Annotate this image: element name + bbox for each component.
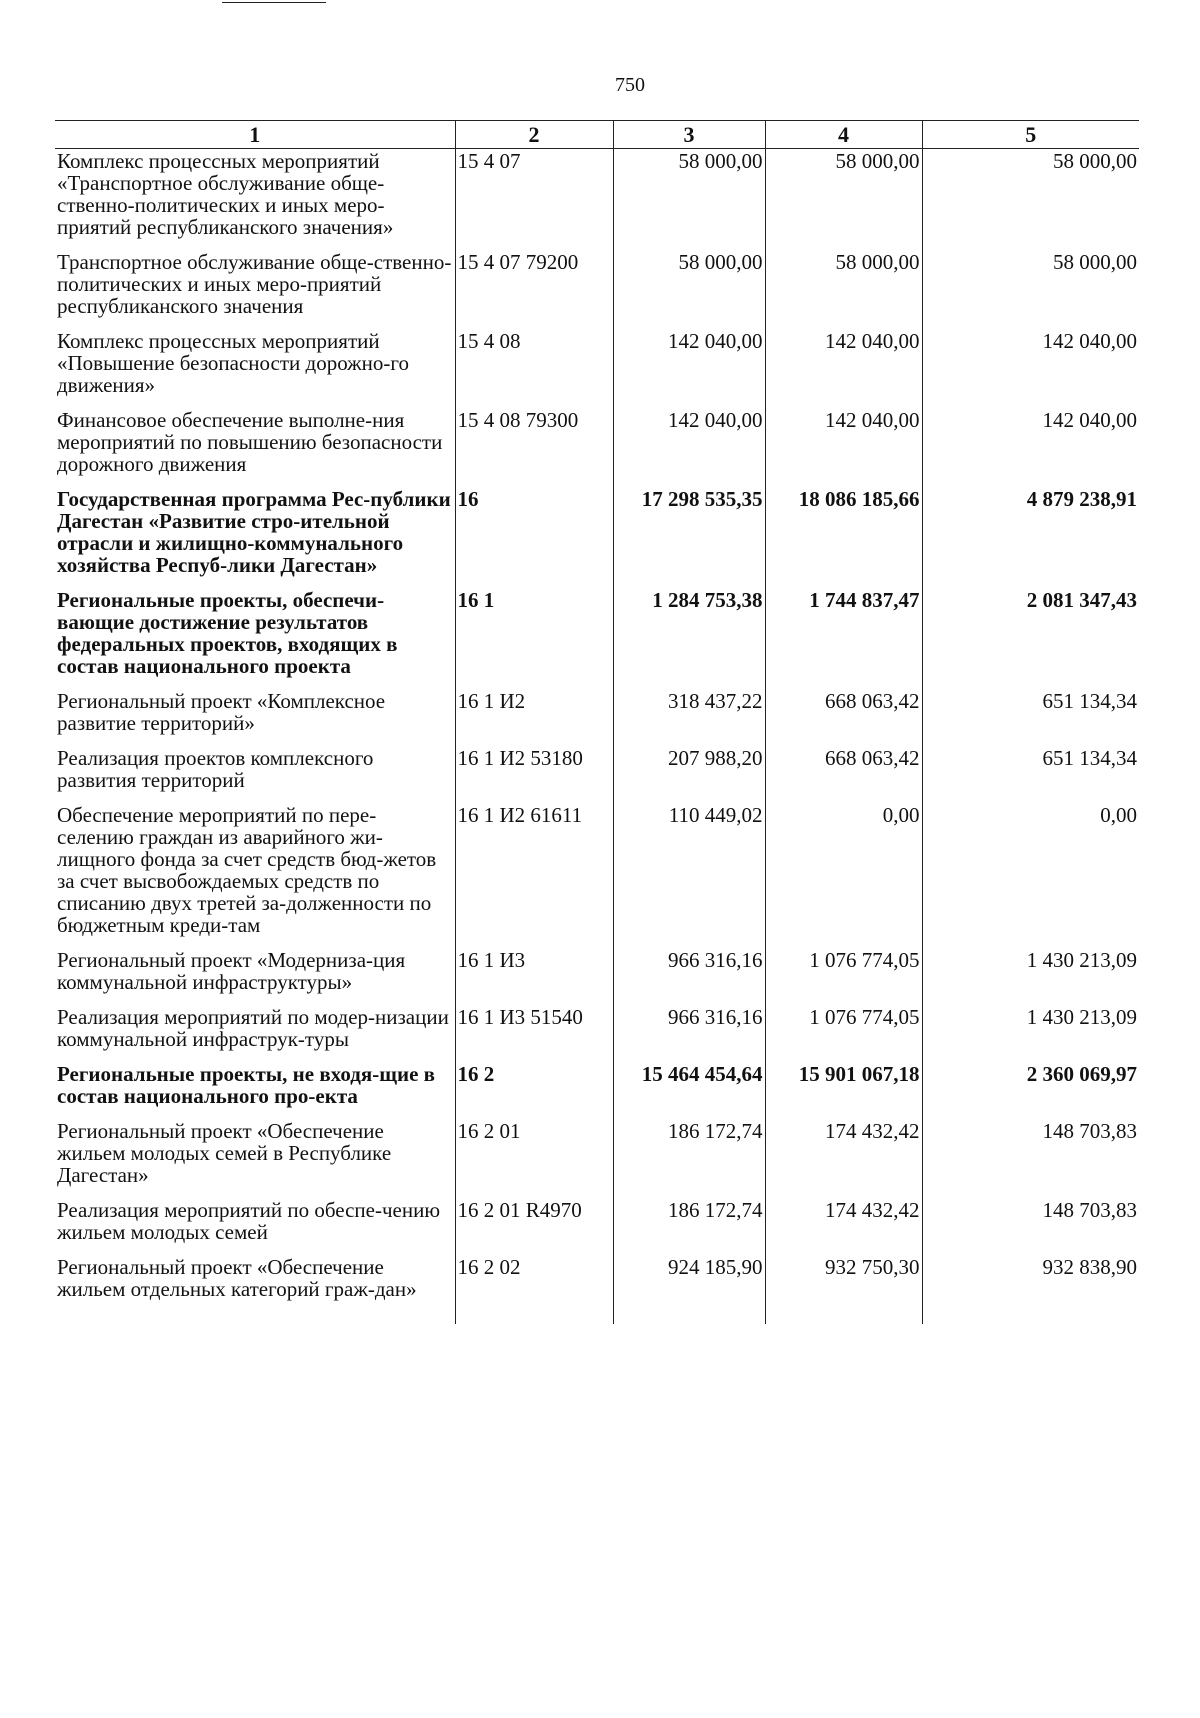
table-row bbox=[55, 149, 1139, 251]
table-row-section bbox=[55, 588, 1139, 689]
row-name: Комплекс процессных мероприятий «Повышение безопасности дорожно-го движения» bbox=[57, 329, 410, 397]
table-row bbox=[55, 948, 1139, 1005]
row-value-5: 142 040,00 bbox=[922, 329, 1139, 408]
row-value-4: 18 086 185,66 bbox=[765, 487, 922, 588]
row-code: 16 1 И2 53180 bbox=[455, 746, 613, 803]
row-value-4: 142 040,00 bbox=[765, 329, 922, 408]
row-value-5: 58 000,00 bbox=[922, 149, 1139, 251]
row-value-4: 932 750,30 bbox=[765, 1255, 922, 1324]
row-value-5: 651 134,34 bbox=[922, 746, 1139, 803]
top-rule bbox=[222, 2, 326, 3]
table-row bbox=[55, 1005, 1139, 1062]
row-value-3: 142 040,00 bbox=[613, 329, 765, 408]
row-value-3: 15 464 454,64 bbox=[613, 1062, 765, 1119]
row-value-4: 1 076 774,05 bbox=[765, 1005, 922, 1062]
row-value-5: 142 040,00 bbox=[922, 408, 1139, 487]
row-value-4: 15 901 067,18 bbox=[765, 1062, 922, 1119]
column-header-2: 2 bbox=[455, 121, 613, 149]
row-code: 16 1 И2 bbox=[455, 689, 613, 746]
row-name: Реализация мероприятий по модер-низации коммунальной инфраструк-туры bbox=[57, 1005, 449, 1051]
row-name: Реализация проектов комплексного развития территорий bbox=[57, 746, 374, 792]
row-value-5: 1 430 213,09 bbox=[922, 948, 1139, 1005]
row-value-3: 58 000,00 bbox=[613, 149, 765, 251]
row-name: Региональный проект «Комплексное развитие территорий» bbox=[57, 689, 386, 735]
table-row bbox=[55, 1198, 1139, 1255]
row-code: 16 2 01 bbox=[455, 1119, 613, 1198]
row-value-4: 58 000,00 bbox=[765, 250, 922, 329]
row-value-3: 17 298 535,35 bbox=[613, 487, 765, 588]
table-row bbox=[55, 1119, 1139, 1198]
row-name: Региональные проекты, не входя-щие в состав национального про-екта bbox=[57, 1062, 435, 1108]
row-value-4: 668 063,42 bbox=[765, 746, 922, 803]
table-row bbox=[55, 803, 1139, 948]
row-value-5: 4 879 238,91 bbox=[922, 487, 1139, 588]
row-value-5: 1 430 213,09 bbox=[922, 1005, 1139, 1062]
row-value-3: 207 988,20 bbox=[613, 746, 765, 803]
row-name: Обеспечение мероприятий по пере-селению граждан из аварийного жи-лищного фонда за счет средств бюд-жетов за счет высвобождаемых средств по списанию двух третей за-долженности по бюджетным креди-там bbox=[57, 803, 437, 937]
column-header-3: 3 bbox=[613, 121, 765, 149]
row-value-3: 142 040,00 bbox=[613, 408, 765, 487]
row-name: Региональный проект «Обеспечение жильем отдельных категорий граж-дан» bbox=[57, 1255, 417, 1301]
row-value-5: 148 703,83 bbox=[922, 1119, 1139, 1198]
row-code: 16 2 02 bbox=[455, 1255, 613, 1324]
table-row bbox=[55, 329, 1139, 408]
row-code: 15 4 07 bbox=[455, 149, 613, 251]
row-name: Транспортное обслуживание обще-ственно-политических и иных меро-приятий республиканского значения bbox=[57, 250, 452, 318]
row-value-5: 148 703,83 bbox=[922, 1198, 1139, 1255]
row-value-4: 1 076 774,05 bbox=[765, 948, 922, 1005]
row-value-3: 924 185,90 bbox=[613, 1255, 765, 1324]
row-value-3: 966 316,16 bbox=[613, 948, 765, 1005]
row-value-3: 110 449,02 bbox=[613, 803, 765, 948]
table-row bbox=[55, 408, 1139, 487]
page-number: 750 bbox=[615, 74, 645, 96]
table-row bbox=[55, 250, 1139, 329]
row-name: Финансовое обеспечение выполне-ния мероприятий по повышению безопасности дорожного движения bbox=[57, 408, 443, 476]
row-name: Государственная программа Рес-публики Дагестан «Развитие стро-ительной отрасли и жилищно-коммунального хозяйства Респуб-лики Дагестан» bbox=[57, 487, 451, 577]
row-value-3: 186 172,74 bbox=[613, 1119, 765, 1198]
row-value-5: 0,00 bbox=[922, 803, 1139, 948]
row-code: 15 4 08 79300 bbox=[455, 408, 613, 487]
row-value-3: 318 437,22 bbox=[613, 689, 765, 746]
row-value-4: 174 432,42 bbox=[765, 1198, 922, 1255]
row-value-5: 58 000,00 bbox=[922, 250, 1139, 329]
row-code: 16 1 И3 51540 bbox=[455, 1005, 613, 1062]
row-value-4: 174 432,42 bbox=[765, 1119, 922, 1198]
row-value-5: 2 081 347,43 bbox=[922, 588, 1139, 689]
row-value-3: 58 000,00 bbox=[613, 250, 765, 329]
row-code: 16 bbox=[455, 487, 613, 588]
header-row bbox=[55, 121, 1139, 149]
row-code: 16 1 bbox=[455, 588, 613, 689]
row-value-3: 966 316,16 bbox=[613, 1005, 765, 1062]
table-row-program bbox=[55, 487, 1139, 588]
table-row-section bbox=[55, 1062, 1139, 1119]
row-name: Региональный проект «Обеспечение жильем молодых семей в Республике Дагестан» bbox=[57, 1119, 392, 1187]
row-name: Реализация мероприятий по обеспе-чению жильем молодых семей bbox=[57, 1198, 441, 1244]
row-value-5: 932 838,90 bbox=[922, 1255, 1139, 1324]
column-header-4: 4 bbox=[765, 121, 922, 149]
row-value-4: 142 040,00 bbox=[765, 408, 922, 487]
row-name: Комплекс процессных мероприятий «Транспортное обслуживание обще-ственно-политических и иных меро-приятий республиканского значения» bbox=[57, 149, 394, 239]
row-value-4: 1 744 837,47 bbox=[765, 588, 922, 689]
row-value-4: 58 000,00 bbox=[765, 149, 922, 251]
row-code: 15 4 08 bbox=[455, 329, 613, 408]
column-header-5: 5 bbox=[922, 121, 1139, 149]
table-row bbox=[55, 689, 1139, 746]
row-code: 16 2 bbox=[455, 1062, 613, 1119]
row-value-4: 668 063,42 bbox=[765, 689, 922, 746]
row-code: 16 2 01 R4970 bbox=[455, 1198, 613, 1255]
row-value-5: 2 360 069,97 bbox=[922, 1062, 1139, 1119]
row-value-3: 186 172,74 bbox=[613, 1198, 765, 1255]
row-code: 16 1 И3 bbox=[455, 948, 613, 1005]
row-name: Региональный проект «Модерниза-ция коммунальной инфраструктуры» bbox=[57, 948, 406, 994]
row-value-4: 0,00 bbox=[765, 803, 922, 948]
budget-table bbox=[55, 120, 1139, 1324]
table-row bbox=[55, 746, 1139, 803]
column-header-1: 1 bbox=[55, 121, 455, 149]
row-name: Региональные проекты, обеспечи-вающие достижение результатов федеральных проектов, входящих в состав национального проекта bbox=[57, 588, 398, 678]
row-value-5: 651 134,34 bbox=[922, 689, 1139, 746]
row-code: 15 4 07 79200 bbox=[455, 250, 613, 329]
row-code: 16 1 И2 61611 bbox=[455, 803, 613, 948]
row-value-3: 1 284 753,38 bbox=[613, 588, 765, 689]
table-row bbox=[55, 1255, 1139, 1324]
